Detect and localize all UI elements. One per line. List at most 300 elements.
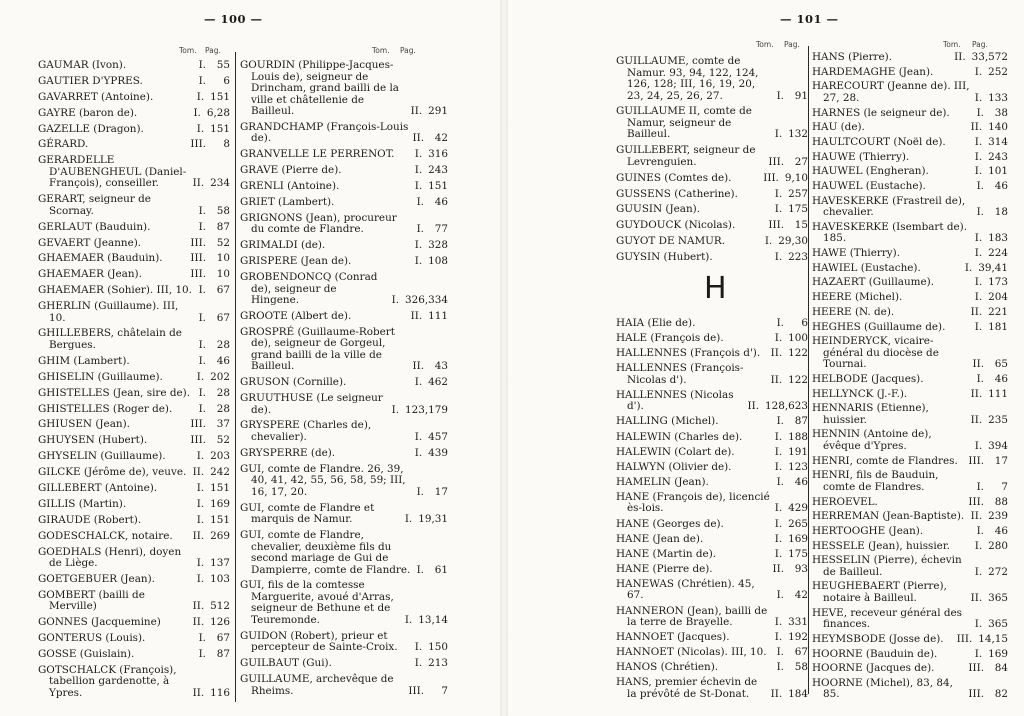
entry-name: GOSSE (Guislain). bbox=[38, 648, 135, 660]
index-entry bbox=[240, 448, 448, 460]
entry-name: GUYDOUCK (Nicolas). bbox=[616, 219, 736, 232]
index-entry bbox=[616, 549, 808, 561]
index-entry bbox=[240, 377, 448, 389]
entry-page: 116 bbox=[210, 686, 230, 699]
entry-tome: II. bbox=[192, 686, 205, 699]
entry-page: 67 bbox=[216, 284, 230, 297]
entry-page: 181 bbox=[988, 320, 1008, 333]
entry-name: GUSSENS (Catherine). bbox=[616, 187, 738, 200]
entry-tome: I. bbox=[198, 204, 206, 217]
entry-tome: I. bbox=[776, 317, 784, 329]
entry-name: HAUWEL (Engheran). bbox=[812, 165, 929, 178]
entry-tome: I. bbox=[776, 89, 784, 102]
entry-name: HANS, premier échevin de la prévôté de St-Donat. bbox=[616, 676, 758, 700]
entry-page: 87 bbox=[794, 415, 808, 428]
entry-name: GÉRARD. bbox=[38, 138, 89, 151]
entry-page: 242 bbox=[210, 466, 230, 479]
entry-name: HANEWAS (Chrétien). 45, 67. bbox=[616, 577, 755, 602]
entry-tome: I. bbox=[974, 565, 983, 578]
index-entry bbox=[240, 311, 448, 323]
entry-name: HARECOURT (Jeanne de). III, 27, 28. bbox=[812, 80, 970, 104]
entry-tome: II. bbox=[970, 305, 983, 318]
entry-tome: I. bbox=[976, 372, 984, 385]
entry-page: 223 bbox=[788, 251, 808, 264]
entry-page: 122 bbox=[788, 373, 808, 386]
entry-tome: I. bbox=[976, 524, 984, 537]
entry-name: GOURDIN (Philippe-Jacques-Louis de), seigneur de Drincham, grand bailli de la ville et châtellenie de Bailleul. bbox=[240, 59, 400, 117]
entry-name: GILCKE (Jérôme de), veuve. bbox=[38, 466, 187, 479]
entry-page: 9,10 bbox=[784, 171, 808, 184]
entry-name: HAUWE (Thierry). bbox=[812, 150, 910, 163]
entry-tome: I. bbox=[976, 480, 984, 493]
index-entry bbox=[812, 336, 1008, 371]
entry-page: 326,334 bbox=[405, 294, 448, 307]
index-entry bbox=[38, 92, 230, 104]
index-entry bbox=[616, 477, 808, 489]
index-entry bbox=[240, 393, 448, 416]
entry-name: GEVAERT (Jeanne). bbox=[38, 236, 142, 249]
index-entry bbox=[240, 149, 448, 161]
index-entry bbox=[240, 213, 448, 236]
entry-page: 512 bbox=[210, 600, 230, 613]
index-entry bbox=[616, 348, 808, 360]
entry-tome: I. bbox=[414, 239, 423, 252]
index-entry bbox=[38, 253, 230, 265]
entry-name: HANE (Georges de). bbox=[616, 517, 724, 530]
entry-page: 132 bbox=[788, 128, 808, 141]
entry-page: 151 bbox=[210, 90, 230, 103]
entry-name: HEGHES (Guillaume de). bbox=[812, 320, 946, 333]
tome-header: Tom. bbox=[179, 46, 197, 55]
entry-tome: II. bbox=[972, 358, 984, 371]
entry-name: GHAEMAER (Bauduin). bbox=[38, 252, 163, 265]
entry-tome: I. bbox=[416, 485, 424, 498]
entry-tome: I. bbox=[196, 450, 205, 463]
entry-name: HAWE (Thierry). bbox=[812, 247, 901, 260]
index-entry bbox=[240, 122, 448, 145]
entry-tome: I. bbox=[976, 180, 984, 192]
index-entry bbox=[38, 419, 230, 431]
entry-tome: I. bbox=[198, 632, 206, 645]
entry-tome: I. bbox=[198, 338, 206, 351]
entry-page: 46 bbox=[794, 475, 808, 488]
entry-tome: I. bbox=[198, 402, 206, 415]
tome-header: Tom. bbox=[943, 40, 961, 49]
entry-tome: III. bbox=[956, 632, 973, 645]
index-entry bbox=[616, 677, 808, 700]
index-entry bbox=[38, 515, 230, 527]
right-page bbox=[508, 0, 1024, 716]
index-entry bbox=[812, 581, 1008, 604]
entry-tome: I. bbox=[391, 294, 400, 307]
entry-page: 87 bbox=[216, 648, 230, 660]
entry-page: 151 bbox=[428, 180, 448, 193]
entry-name: GRENLI (Antoine). bbox=[240, 180, 340, 193]
entry-name: HEINDERYCK, vicaire-général du diocèse de Tournai. bbox=[812, 335, 939, 371]
entry-name: HAVESKERKE (Frastreil de), chevalier. bbox=[812, 194, 966, 219]
index-entry bbox=[38, 269, 230, 281]
entry-tome: I. bbox=[774, 430, 783, 443]
entry-page: 67 bbox=[216, 632, 230, 645]
entry-page: 173 bbox=[988, 276, 1008, 289]
entry-name: GRIMALDI (de). bbox=[240, 239, 326, 252]
entry-page: 58 bbox=[216, 204, 230, 217]
entry-tome: I. bbox=[414, 148, 423, 161]
entry-page: 38 bbox=[994, 106, 1008, 119]
index-entry bbox=[812, 248, 1008, 260]
entry-tome: I. bbox=[404, 513, 413, 526]
entry-page: 280 bbox=[988, 539, 1008, 552]
entry-tome: I. bbox=[414, 376, 423, 389]
index-entry bbox=[812, 322, 1008, 334]
book-gutter bbox=[500, 0, 508, 716]
index-entry bbox=[616, 220, 808, 232]
entry-name: HENNIN (Antoine de), évêque d'Ypres. bbox=[812, 428, 932, 452]
entry-name: HOORNE (Michel), 83, 84, 85. bbox=[812, 676, 953, 701]
entry-tome: I. bbox=[776, 475, 784, 488]
index-entry bbox=[616, 447, 808, 459]
entry-tome: I. bbox=[764, 235, 773, 248]
entry-page: 462 bbox=[428, 376, 448, 389]
entry-page: 204 bbox=[988, 291, 1008, 304]
entry-name: GRANDCHAMP (François-Louis de). bbox=[240, 120, 409, 145]
entry-name: HENRI, fils de Bauduin, comte de Flandres. bbox=[812, 469, 939, 493]
entry-name: HERREMAN (Jean-Baptiste). bbox=[812, 510, 965, 523]
entry-tome: II. bbox=[747, 400, 760, 413]
index-entry bbox=[812, 152, 1008, 164]
entry-tome: II. bbox=[970, 591, 983, 604]
index-entry bbox=[812, 608, 1008, 631]
entry-name: GUI, comte de Flandre, chevalier, deuxième fils du second mariage de Gui de Dampierre, comte de Flandre. bbox=[240, 529, 411, 576]
entry-tome: I. bbox=[776, 661, 784, 674]
entry-page: 192 bbox=[788, 631, 808, 644]
index-entry bbox=[240, 631, 448, 654]
entry-page: 67 bbox=[794, 646, 808, 659]
entry-tome: I. bbox=[198, 648, 206, 660]
entry-tome: I. bbox=[776, 415, 784, 428]
index-entry bbox=[240, 464, 448, 499]
entry-name: HANE (Jean de). bbox=[616, 532, 704, 545]
entry-tome: I. bbox=[776, 589, 784, 602]
index-entry bbox=[240, 60, 448, 118]
entry-tome: I. bbox=[198, 354, 206, 367]
entry-page: 243 bbox=[428, 164, 448, 177]
entry-tome: I. bbox=[776, 646, 784, 659]
entry-page: 42 bbox=[434, 132, 448, 145]
entry-tome: I. bbox=[414, 446, 423, 459]
entry-name: GUYOT DE NAMUR. bbox=[616, 235, 726, 248]
index-entry bbox=[812, 122, 1008, 134]
index-entry bbox=[38, 483, 230, 495]
entry-page: 108 bbox=[428, 255, 448, 268]
entry-page: 6,28 bbox=[206, 106, 230, 119]
entry-tome: I. bbox=[391, 403, 400, 416]
entry-page: 169 bbox=[988, 647, 1008, 660]
entry-name: HALE (François de). bbox=[616, 332, 724, 345]
entry-page: 61 bbox=[434, 563, 448, 576]
index-entry bbox=[812, 137, 1008, 149]
entry-tome: I. bbox=[198, 220, 206, 233]
entry-tome: I. bbox=[974, 247, 983, 260]
index-entry bbox=[616, 662, 808, 674]
entry-tome: II. bbox=[192, 177, 205, 190]
page-number-left: — 100 — bbox=[204, 12, 263, 26]
entry-tome: III. bbox=[190, 138, 206, 151]
entry-page: 67 bbox=[216, 311, 230, 324]
entry-name: GAVARRET (Antoine). bbox=[38, 90, 154, 103]
entry-page: 365 bbox=[988, 591, 1008, 604]
index-entry bbox=[616, 416, 808, 428]
entry-name: HENNARIS (Etienne), huissier. bbox=[812, 402, 929, 426]
entry-name: GUILBAUT (Gui). bbox=[240, 657, 332, 670]
entry-tome: I. bbox=[974, 91, 983, 104]
index-entry bbox=[616, 462, 808, 474]
entry-page: 15 bbox=[794, 219, 808, 232]
entry-name: GUIDON (Robert), prieur et percepteur de Sainte-Croix. bbox=[240, 629, 398, 654]
index-entry bbox=[616, 606, 808, 629]
entry-name: GUINES (Comtes de). bbox=[616, 171, 732, 184]
entry-name: GHUYSEN (Hubert). bbox=[38, 434, 148, 447]
index-entry bbox=[616, 492, 808, 515]
index-entry bbox=[812, 389, 1008, 401]
page-number-right: — 101 — bbox=[780, 12, 839, 26]
entry-name: GHAEMAER (Jean). bbox=[38, 268, 142, 281]
index-entry bbox=[812, 307, 1008, 319]
entry-name: HALLENNES (François d'). bbox=[616, 347, 761, 360]
entry-page: 123,179 bbox=[405, 403, 448, 416]
entry-tome: I. bbox=[198, 284, 206, 297]
entry-page: 43 bbox=[434, 360, 448, 373]
index-entry bbox=[812, 663, 1008, 675]
entry-page: 65 bbox=[994, 358, 1008, 371]
index-entry bbox=[38, 435, 230, 447]
entry-page: 37 bbox=[216, 418, 230, 431]
index-entry bbox=[616, 252, 808, 264]
entry-name: GERARDELLE D'AUBENGHEUL (Daniel-François), conseiller. bbox=[38, 154, 187, 190]
entry-page: 169 bbox=[210, 497, 230, 510]
index-entry bbox=[240, 256, 448, 268]
index-entry bbox=[38, 238, 230, 250]
entry-name: HANE (François de), licencié ès-lois. bbox=[616, 490, 770, 515]
index-entry bbox=[38, 222, 230, 234]
entry-tome: III. bbox=[190, 236, 206, 249]
page-header: Pag. bbox=[400, 46, 416, 55]
index-entry bbox=[812, 196, 1008, 219]
entry-page: 175 bbox=[788, 547, 808, 560]
entry-name: GRYSPERRE (de). bbox=[240, 446, 336, 459]
entry-page: 128,623 bbox=[765, 400, 808, 413]
entry-tome: I. bbox=[774, 445, 783, 458]
entry-page: 46 bbox=[994, 180, 1008, 192]
entry-name: GROBENDONCQ (Conrad de), seigneur de Hingene. bbox=[240, 271, 378, 307]
index-entry bbox=[812, 52, 1008, 64]
entry-page: 10 bbox=[216, 268, 230, 281]
index-entry bbox=[616, 432, 808, 444]
entry-name: HANNERON (Jean), bailli de la terre de Brayelle. bbox=[616, 604, 768, 628]
index-entry bbox=[240, 420, 448, 443]
entry-tome: II. bbox=[410, 105, 423, 117]
entry-name: HAMELIN (Jean). bbox=[616, 475, 709, 488]
entry-name: HEVE, receveur général des finances. bbox=[812, 606, 962, 631]
entry-tome: I. bbox=[974, 439, 983, 452]
entry-name: GHIM (Lambert). bbox=[38, 354, 130, 367]
entry-tome: I. bbox=[974, 618, 983, 631]
entry-name: GUI, fils de la comtesse Marguerite, avoué d'Arras, seigneur de Bethune et de Teuremonde. bbox=[240, 579, 394, 626]
entry-page: 42 bbox=[794, 589, 808, 602]
entry-page: 46 bbox=[994, 372, 1008, 385]
index-entry bbox=[240, 580, 448, 626]
entry-page: 84 bbox=[994, 662, 1008, 675]
index-entry bbox=[38, 301, 230, 324]
index-entry bbox=[38, 467, 230, 479]
index-entry bbox=[812, 470, 1008, 493]
entry-page: 17 bbox=[994, 454, 1008, 467]
index-entry bbox=[240, 530, 448, 576]
entry-page: 100 bbox=[788, 332, 808, 345]
entry-tome: I. bbox=[774, 547, 783, 560]
entry-name: GHAEMAER (Sohier). III, 10. bbox=[38, 284, 192, 297]
entry-name: GHERLIN (Guillaume). III, 10. bbox=[38, 300, 179, 324]
index-entry bbox=[38, 574, 230, 586]
entry-name: HARDEMAGHE (Jean). bbox=[812, 65, 934, 78]
entry-page: 331 bbox=[788, 616, 808, 628]
left-page bbox=[0, 0, 500, 716]
index-entry bbox=[240, 674, 448, 697]
entry-page: 234 bbox=[210, 177, 230, 190]
entry-name: GHISELIN (Guillaume). bbox=[38, 370, 163, 383]
entry-page: 328 bbox=[428, 239, 448, 252]
entry-name: GONNES (Jacquemine) bbox=[38, 616, 161, 629]
entry-name: GRYSPERE (Charles de), chevalier). bbox=[240, 419, 372, 443]
entry-name: HERTOOGHE (Jean). bbox=[812, 524, 924, 537]
index-entry bbox=[616, 333, 808, 345]
entry-name: GRUSON (Cornille). bbox=[240, 376, 347, 389]
entry-tome: I. bbox=[774, 502, 783, 515]
entry-tome: I. bbox=[974, 539, 983, 552]
entry-name: HANNOET (Jacques). bbox=[616, 631, 730, 644]
entry-page: 7 bbox=[441, 684, 448, 697]
tome-header: Tom. bbox=[372, 46, 390, 55]
entry-page: 46 bbox=[994, 524, 1008, 537]
entry-tome: I. bbox=[196, 122, 205, 135]
entry-name: GILLEBERT (Antoine). bbox=[38, 481, 158, 494]
index-entry bbox=[38, 649, 230, 661]
entry-name: GHIUSEN (Jean). bbox=[38, 418, 130, 431]
entry-tome: I. bbox=[196, 481, 205, 494]
entry-tome: III. bbox=[190, 418, 206, 431]
entry-name: HENRI, comte de Flandres. bbox=[812, 454, 958, 467]
entry-name: HEUGHEBAERT (Pierre), notaire à Bailleul. bbox=[812, 580, 947, 604]
entry-page: 87 bbox=[216, 220, 230, 233]
index-entry bbox=[38, 388, 230, 400]
index-entry bbox=[812, 263, 1008, 275]
entry-page: 291 bbox=[428, 105, 448, 117]
entry-page: 213 bbox=[428, 657, 448, 670]
index-entry bbox=[616, 145, 808, 168]
entry-page: 429 bbox=[788, 502, 808, 515]
entry-page: 13,14 bbox=[418, 613, 448, 626]
index-entry bbox=[812, 81, 1008, 104]
entry-name: GHILLEBERS, châtelain de Bergues. bbox=[38, 327, 182, 351]
entry-name: GAUTIER D'YPRES. bbox=[38, 74, 143, 87]
entry-tome: I. bbox=[196, 370, 205, 383]
entry-name: GONTERUS (Louis). bbox=[38, 632, 146, 645]
page-header: Pag. bbox=[784, 40, 800, 49]
index-entry bbox=[38, 285, 230, 297]
index-entry bbox=[812, 181, 1008, 193]
entry-page: 140 bbox=[988, 121, 1008, 134]
entry-page: 365 bbox=[988, 618, 1008, 631]
index-entry bbox=[38, 76, 230, 88]
entry-name: GHYSELIN (Guillaume). bbox=[38, 450, 166, 463]
entry-tome: I. bbox=[196, 90, 205, 103]
entry-tome: II. bbox=[192, 600, 205, 613]
entry-page: 46 bbox=[434, 195, 448, 208]
entry-page: 91 bbox=[794, 89, 808, 102]
entry-name: HEERE (Michel). bbox=[812, 291, 903, 304]
entry-name: GAYRE (baron de). bbox=[38, 106, 138, 119]
entry-page: 257 bbox=[788, 187, 808, 200]
entry-tome: I. bbox=[196, 572, 205, 585]
entry-page: 6 bbox=[801, 317, 808, 329]
entry-name: GERLAUT (Bauduin). bbox=[38, 220, 151, 233]
entry-name: HELBODE (Jacques). bbox=[812, 372, 924, 385]
entry-name: HAUWEL (Eustache). bbox=[812, 180, 926, 192]
entry-name: HANE (Martin de). bbox=[616, 547, 717, 560]
entry-name: GOETGEBUER (Jean). bbox=[38, 572, 155, 585]
entry-page: 175 bbox=[788, 203, 808, 216]
index-entry bbox=[812, 678, 1008, 701]
entry-page: 224 bbox=[988, 247, 1008, 260]
entry-page: 183 bbox=[988, 232, 1008, 245]
entry-page: 265 bbox=[788, 517, 808, 530]
entry-page: 52 bbox=[216, 434, 230, 447]
entry-tome: I. bbox=[974, 65, 983, 78]
entry-tome: II. bbox=[772, 562, 784, 575]
entry-name: GHISTELLES (Jean, sire de). bbox=[38, 386, 190, 399]
index-entry bbox=[240, 327, 448, 373]
entry-name: GRIET (Lambert). bbox=[240, 195, 335, 208]
index-entry bbox=[240, 658, 448, 670]
column-divider bbox=[808, 46, 809, 694]
entry-tome: I. bbox=[974, 135, 983, 148]
index-entry bbox=[616, 106, 808, 141]
entry-tome: I. bbox=[774, 332, 783, 345]
entry-page: 28 bbox=[216, 402, 230, 415]
index-entry bbox=[38, 155, 230, 190]
entry-name: HESSELE (Jean), huissier. bbox=[812, 539, 950, 552]
entry-tome: I. bbox=[198, 59, 206, 71]
entry-name: GHISTELLES (Roger de). bbox=[38, 402, 173, 415]
entry-tome: I. bbox=[414, 164, 423, 177]
entry-page: 150 bbox=[428, 641, 448, 654]
entry-tome: I. bbox=[198, 386, 206, 399]
entry-tome: II. bbox=[192, 466, 205, 479]
index-entry bbox=[616, 564, 808, 576]
entry-tome: II. bbox=[770, 347, 783, 360]
entry-name: HANE (Pierre de). bbox=[616, 562, 713, 575]
entry-tome: I. bbox=[774, 631, 783, 644]
index-entry bbox=[616, 519, 808, 531]
entry-page: 243 bbox=[988, 150, 1008, 163]
entry-page: 126 bbox=[210, 616, 230, 629]
entry-page: 8 bbox=[223, 138, 230, 151]
entry-tome: II. bbox=[954, 51, 966, 63]
index-entry bbox=[38, 108, 230, 120]
entry-tome: II. bbox=[970, 510, 983, 523]
index-entry bbox=[616, 363, 808, 386]
entry-page: 137 bbox=[210, 557, 230, 570]
